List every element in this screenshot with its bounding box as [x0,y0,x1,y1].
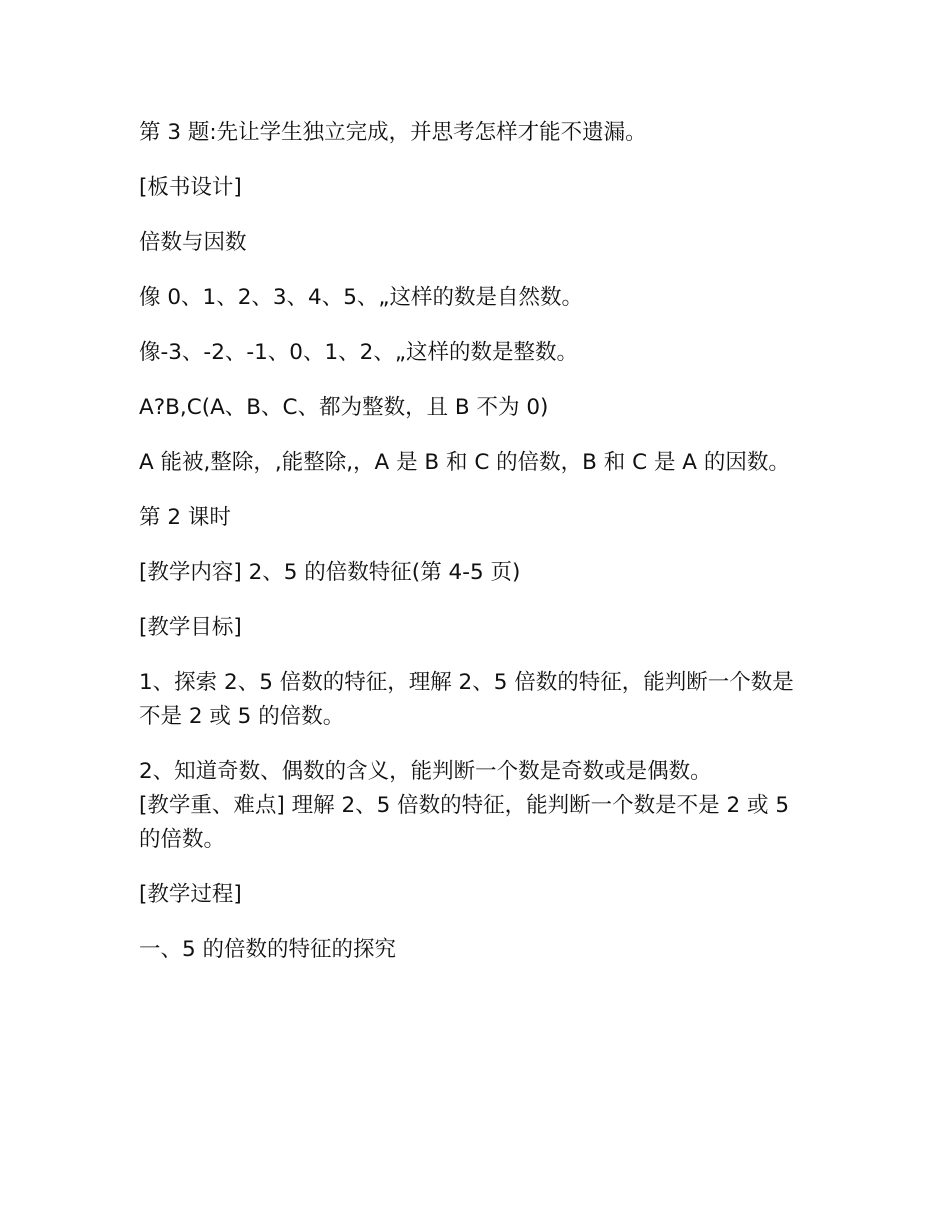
paragraph-natural-numbers: 像 0、1、2、3、4、5、„这样的数是自然数。 [139,285,584,310]
paragraph-multiples-factors: 倍数与因数 [139,230,247,255]
paragraph-divisibility: A 能被,整除，,能整除,，A 是 B 和 C 的倍数，B 和 C 是 A 的因数。 [139,450,790,475]
heading-lesson-2: 第 2 课时 [139,505,231,530]
paragraph-integers: 像-3、-2、-1、0、1、2、„这样的数是整数。 [139,340,578,365]
paragraph-goal-1: 1、探索 2、5 倍数的特征，理解 2、5 倍数的特征，能判断一个数是不是 2 或 5 的倍数。 [139,670,794,729]
paragraph-key-points: [教学重、难点] 理解 2、5 倍数的特征，能判断一个数是不是 2 或 5 的倍数。 [139,793,789,852]
paragraph-section-one: 一、5 的倍数的特征的探究 [139,937,397,962]
paragraph-exercise-3: 第 3 题:先让学生独立完成，并思考怎样才能不遗漏。 [139,120,647,145]
document-body [139,116,811,988]
heading-board-design: [板书设计] [139,175,242,200]
paragraph-teaching-content: [教学内容] 2、5 的倍数特征(第 4-5 页) [139,560,521,585]
paragraph-formula: A?B,C(A、B、C、都为整数，且 B 不为 0) [139,395,549,420]
paragraph-goal-2: 2、知道奇数、偶数的含义，能判断一个数是奇数或是偶数。 [139,759,712,784]
heading-teaching-process: [教学过程] [139,882,242,907]
heading-teaching-goals: [教学目标] [139,615,242,640]
